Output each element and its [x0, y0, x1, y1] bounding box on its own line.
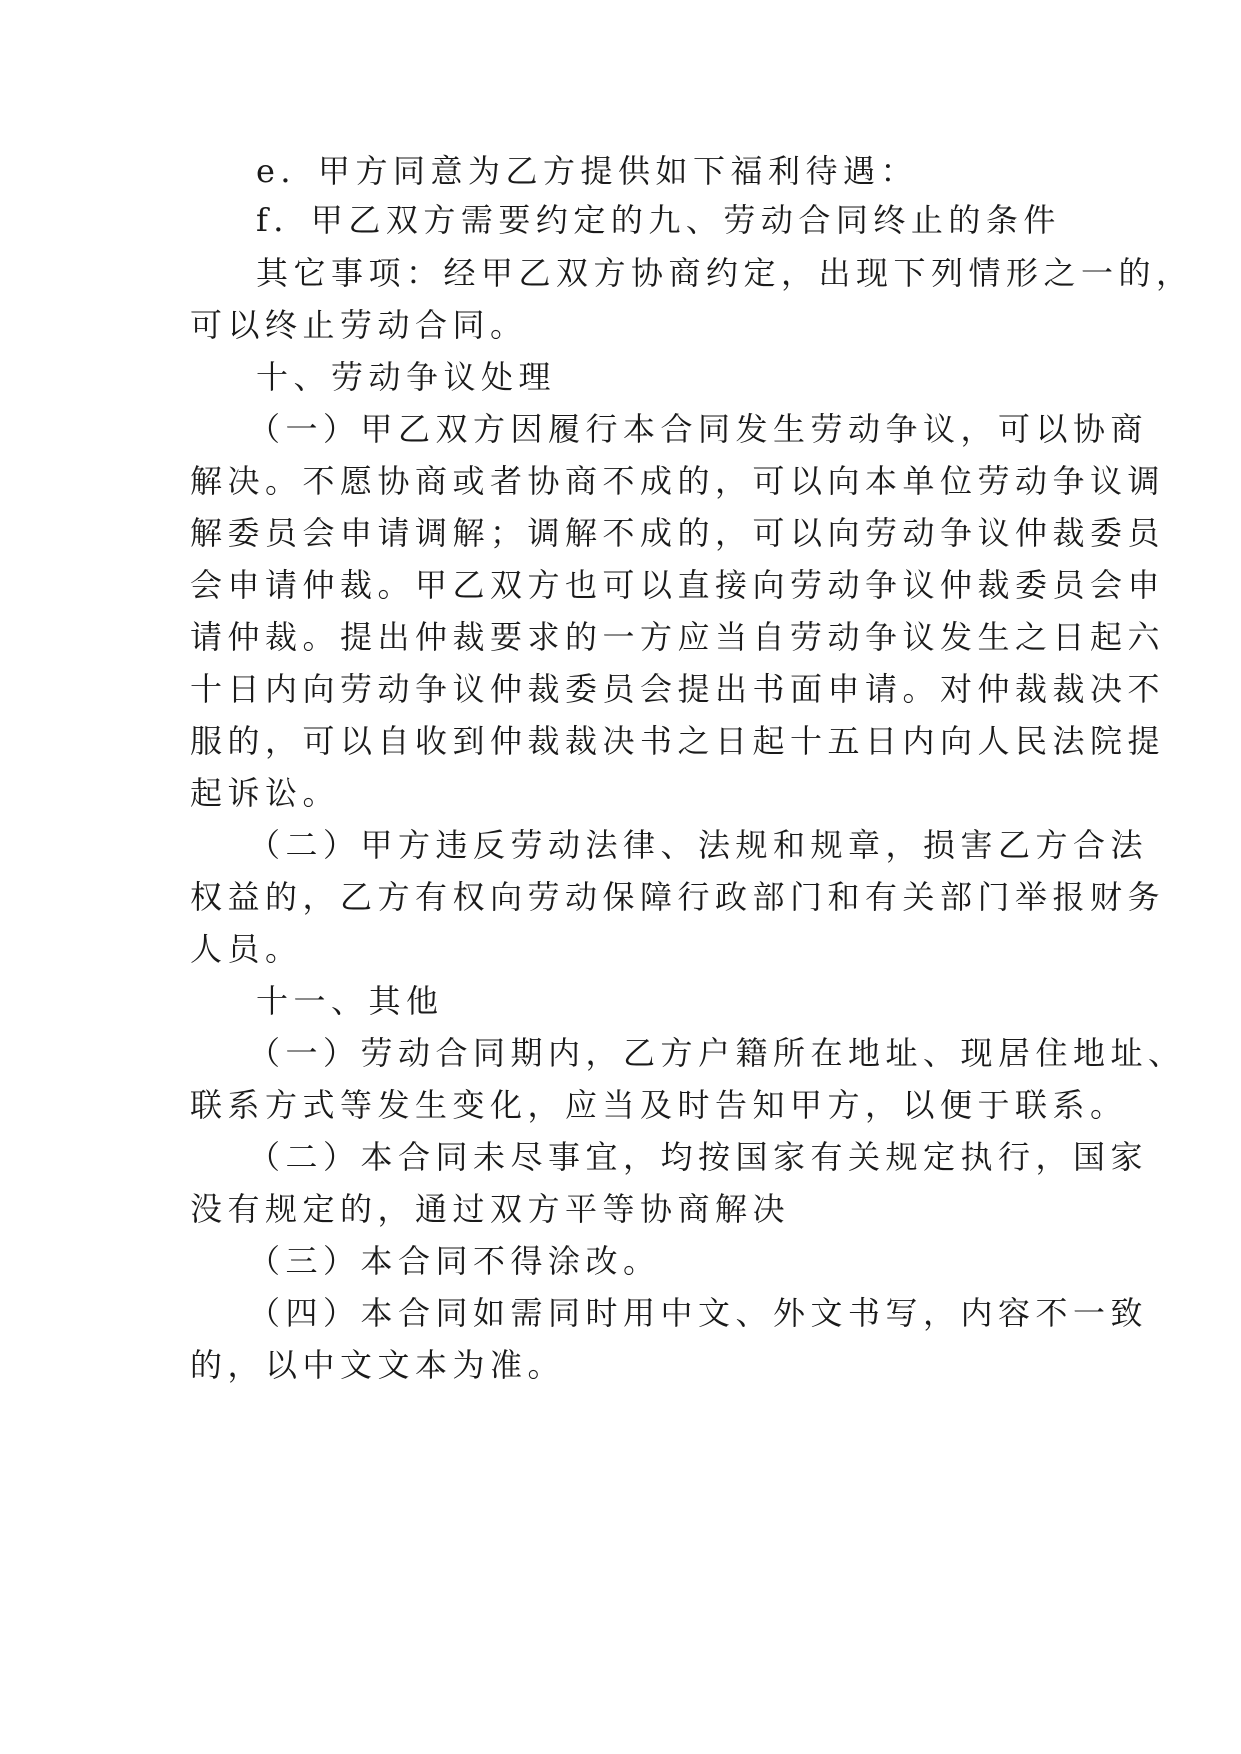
section-10-item-1-line-8: 起诉讼。: [190, 774, 341, 812]
clause-f-termination-conditions: f．甲乙双方需要约定的九、劳动合同终止的条件: [256, 201, 1061, 239]
section-11-item-4-line-1: （四）本合同如需同时用中文、外文书写，内容不一致: [248, 1294, 1149, 1332]
section-11-item-4-line-2: 的，以中文文本为准。: [190, 1346, 566, 1384]
section-10-item-2-line-3: 人员。: [190, 930, 303, 968]
section-10-item-1-line-4: 会申请仲裁。甲乙双方也可以直接向劳动争议仲裁委员会申: [190, 566, 1166, 604]
clause-e-welfare: e．甲方同意为乙方提供如下福利待遇：: [256, 152, 918, 190]
section-11-heading: 十一、其他: [256, 982, 444, 1020]
section-10-item-1-line-1: （一）甲乙双方因履行本合同发生劳动争议，可以协商: [248, 410, 1149, 448]
section-11-item-2-line-1: （二）本合同未尽事宜，均按国家有关规定执行，国家: [248, 1138, 1149, 1176]
section-10-heading: 十、劳动争议处理: [256, 358, 557, 396]
section-11-item-3: （三）本合同不得涂改。: [248, 1242, 661, 1280]
section-10-item-1-line-3: 解委员会申请调解；调解不成的，可以向劳动争议仲裁委员: [190, 514, 1166, 552]
section-10-item-2-line-1: （二）甲方违反劳动法律、法规和规章，损害乙方合法: [248, 826, 1149, 864]
section-10-item-1-line-2: 解决。不愿协商或者协商不成的，可以向本单位劳动争议调: [190, 462, 1166, 500]
section-10-item-2-line-2: 权益的，乙方有权向劳动保障行政部门和有关部门举报财务: [190, 878, 1166, 916]
other-matters-line-2: 可以终止劳动合同。: [190, 306, 528, 344]
section-11-item-1-line-1: （一）劳动合同期内，乙方户籍所在地址、现居住地址、: [248, 1034, 1186, 1072]
other-matters-line-1: 其它事项：经甲乙双方协商约定，出现下列情形之一的，: [256, 254, 1194, 292]
section-10-item-1-line-6: 十日内向劳动争议仲裁委员会提出书面申请。对仲裁裁决不: [190, 670, 1166, 708]
section-11-item-2-line-2: 没有规定的，通过双方平等协商解决: [190, 1190, 791, 1228]
section-10-item-1-line-5: 请仲裁。提出仲裁要求的一方应当自劳动争议发生之日起六: [190, 618, 1166, 656]
section-11-item-1-line-2: 联系方式等发生变化，应当及时告知甲方，以便于联系。: [190, 1086, 1128, 1124]
section-10-item-1-line-7: 服的，可以自收到仲裁裁决书之日起十五日内向人民法院提: [190, 722, 1166, 760]
